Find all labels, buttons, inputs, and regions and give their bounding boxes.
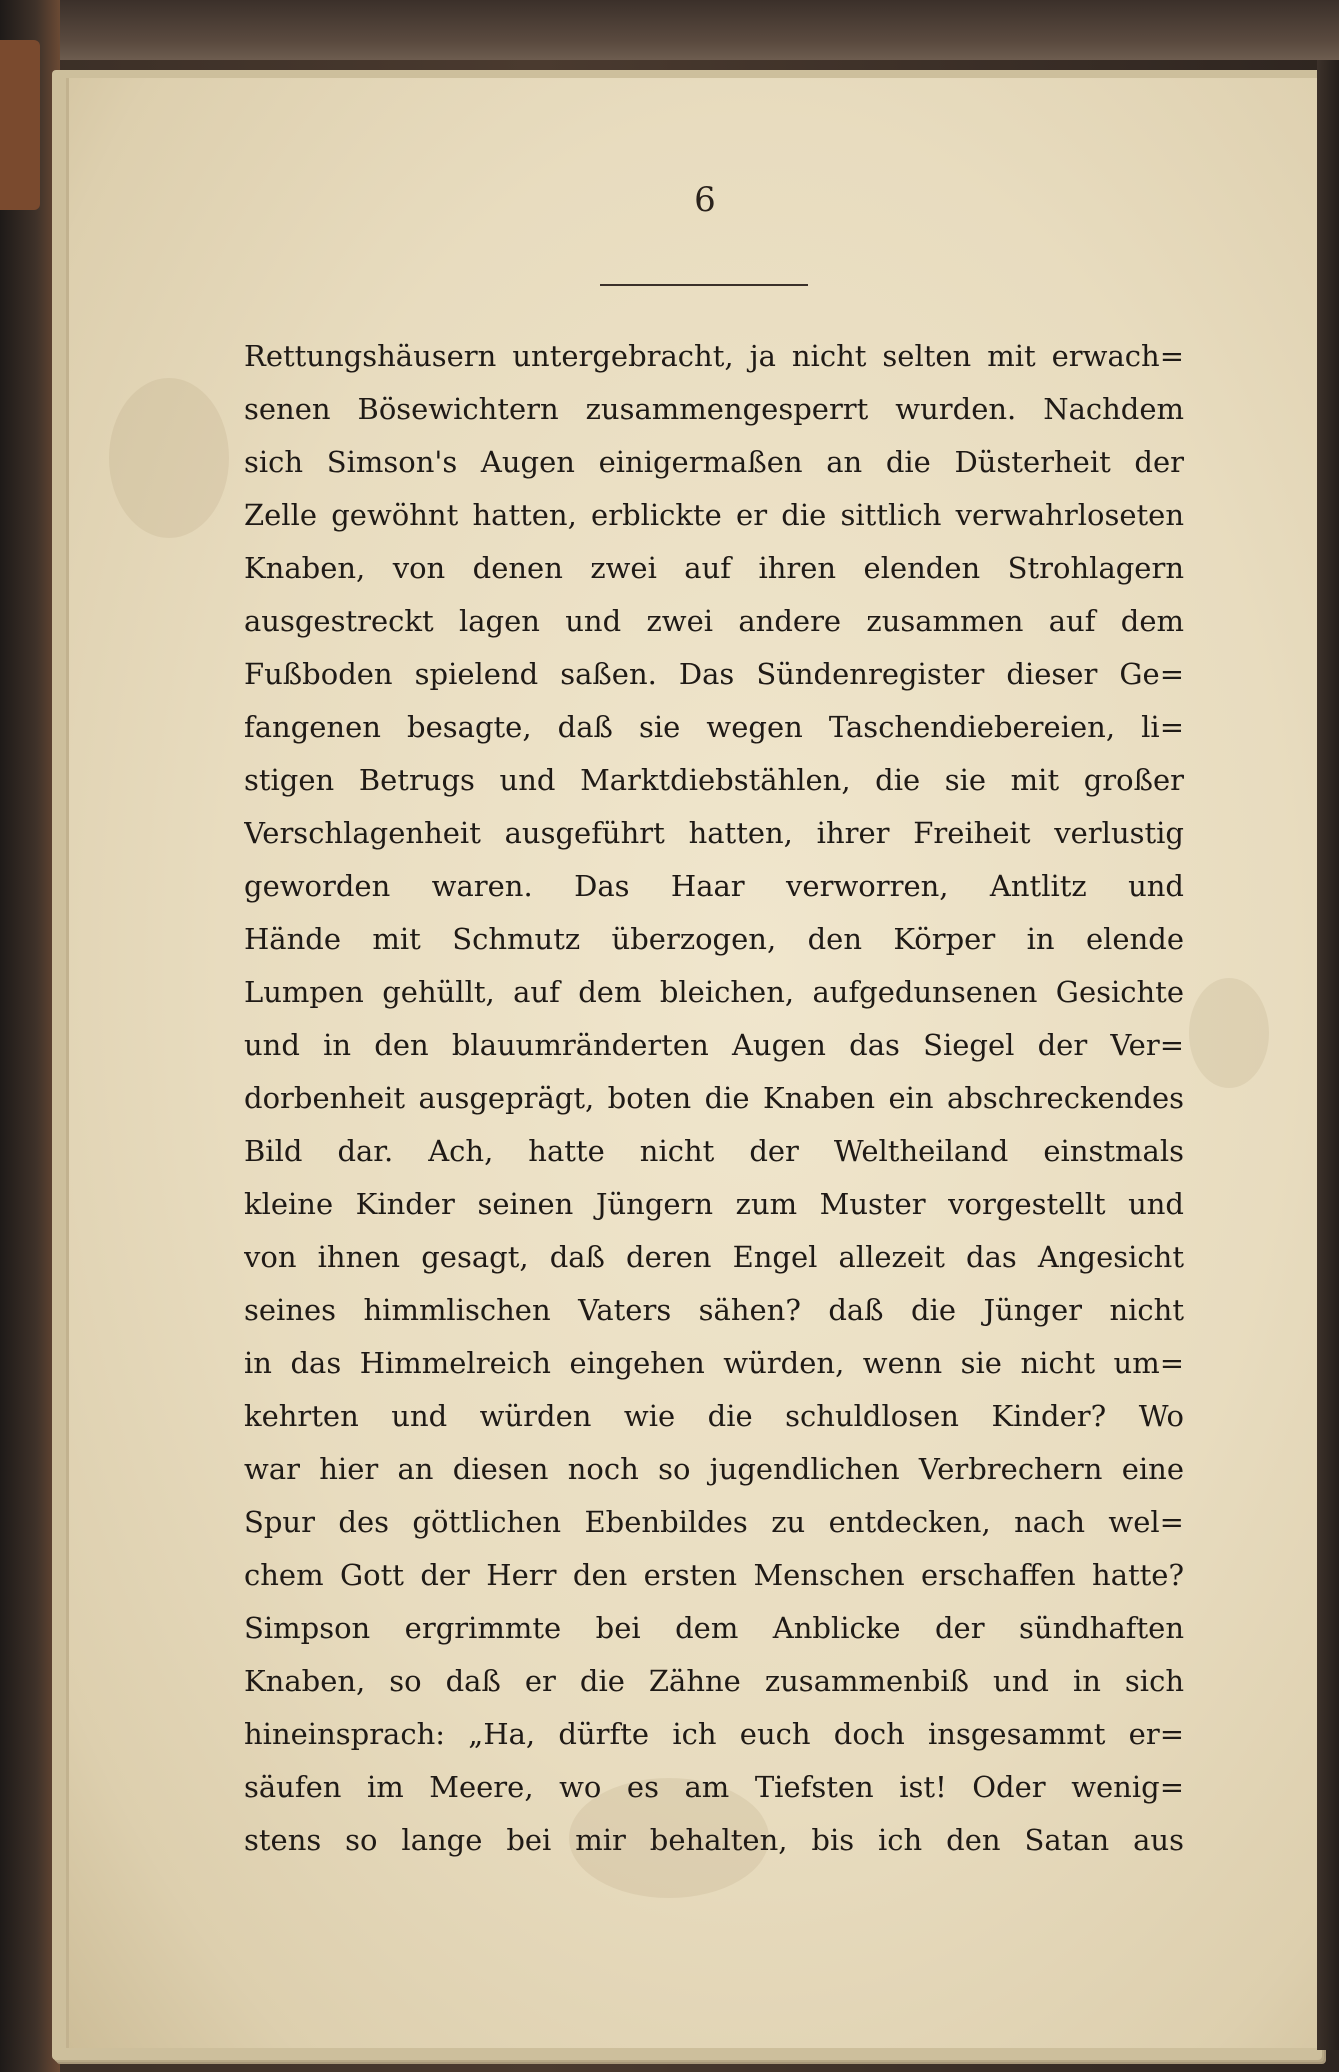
text-line: und in den blauumränderten Augen das Siegel der Ver= [244, 1028, 1184, 1062]
text-line: Simpson ergrimmte bei dem Anblicke der sündhaften [244, 1611, 1184, 1645]
text-line: hineinsprach: „Ha, dürfte ich euch doch insgesammt er= [244, 1717, 1184, 1751]
text-line: fangenen besagte, daß sie wegen Taschendiebereien, li= [244, 710, 1184, 744]
text-line: Fußboden spielend saßen. Das Sündenregister dieser Ge= [244, 657, 1184, 691]
paper-stain [109, 378, 229, 538]
leather-corner [0, 40, 40, 210]
paper-stain [1189, 978, 1269, 1088]
text-line: Lumpen gehüllt, auf dem bleichen, aufgedunsenen Gesichte [244, 975, 1184, 1009]
text-line: Rettungshäusern untergebracht, ja nicht selten mit erwach= [244, 339, 1184, 373]
text-line: in das Himmelreich eingehen würden, wenn sie nicht um= [244, 1346, 1184, 1380]
text-line: sich Simson's Augen einigermaßen an die Düsterheit der [244, 445, 1184, 479]
text-line: kleine Kinder seinen Jüngern zum Muster vorgestellt und [244, 1187, 1184, 1221]
text-line: säufen im Meere, wo es am Tiefsten ist! Oder wenig= [244, 1770, 1184, 1804]
text-line: stens so lange bei mir behalten, bis ich den Satan aus [244, 1823, 1184, 1857]
text-line: geworden waren. Das Haar verworren, Antlitz und [244, 869, 1184, 903]
text-line: Hände mit Schmutz überzogen, den Körper in elende [244, 922, 1184, 956]
text-line: chem Gott der Herr den ersten Menschen erschaffen hatte? [244, 1558, 1184, 1592]
text-line: dorbenheit ausgeprägt, boten die Knaben ein abschreckendes [244, 1081, 1184, 1115]
text-line: Knaben, so daß er die Zähne zusammenbiß und in sich [244, 1664, 1184, 1698]
text-line: senen Bösewichtern zusammengesperrt wurden. Nachdem [244, 392, 1184, 426]
header-rule [600, 284, 808, 286]
text-line: seines himmlischen Vaters sähen? daß die Jünger nicht [244, 1293, 1184, 1327]
book-cover-top [0, 0, 1339, 60]
text-line: war hier an diesen noch so jugendlichen Verbrechern eine [244, 1452, 1184, 1486]
text-line: Spur des göttlichen Ebenbildes zu entdecken, nach wel= [244, 1505, 1184, 1539]
text-line: Bild dar. Ach, hatte nicht der Weltheiland einstmals [244, 1134, 1184, 1168]
text-line: Verschlagenheit ausgeführt hatten, ihrer Freiheit verlustig [244, 816, 1184, 850]
text-line: ausgestreckt lagen und zwei andere zusammen auf dem [244, 604, 1184, 638]
book-edge-right [1317, 60, 1339, 2050]
body-text [244, 330, 1184, 1867]
text-line: kehrten und würden wie die schuldlosen Kinder? Wo [244, 1399, 1184, 1433]
text-line: von ihnen gesagt, daß deren Engel allezeit das Angesicht [244, 1240, 1184, 1274]
text-line: Knaben, von denen zwei auf ihren elenden Strohlagern [244, 551, 1184, 585]
text-line: stigen Betrugs und Marktdiebstählen, die sie mit großer [244, 763, 1184, 797]
book-spine [0, 0, 60, 2072]
text-line: Zelle gewöhnt hatten, erblickte er die sittlich verwahrloseten [244, 498, 1184, 532]
page-number: 6 [694, 180, 716, 220]
